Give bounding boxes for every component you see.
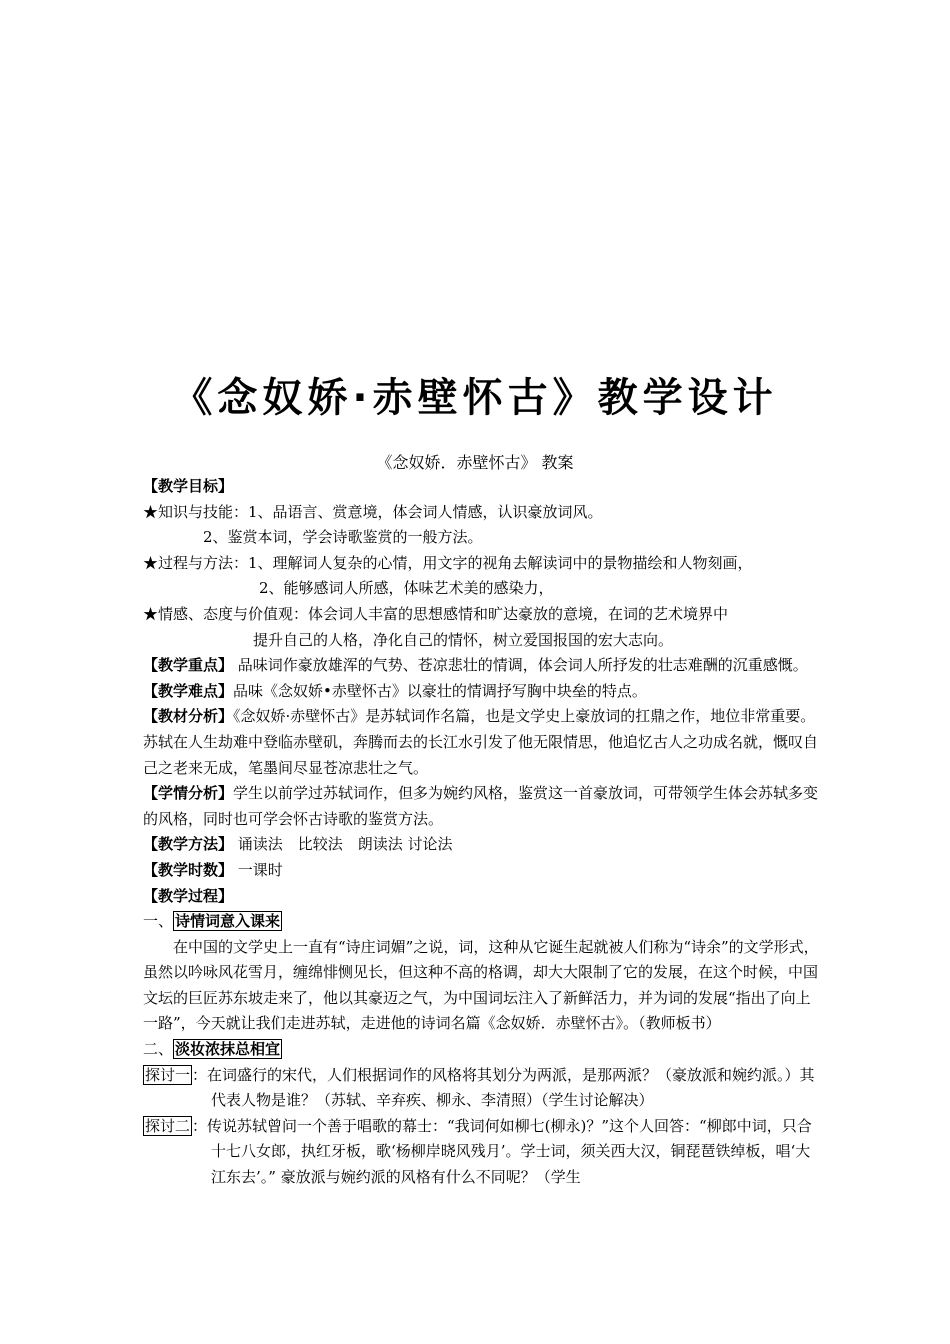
- material-text: 《念奴娇·赤壁怀古》是苏轼词作名篇，也是文学史上豪放词的扛鼎之作，地位非常重要。苏轼在人生劫难中登临赤壁矶，奔腾而去的长江水引发了他无限情思，他追忆古人之功成名就，慨叹自己之老来无成，笔墨间尽显苍凉悲壮之气。: [143, 707, 819, 777]
- objective-process-2: 2、能够感词人所感，体味艺术美的感染力，: [259, 579, 554, 598]
- discussion2-text: ：传说苏轼曾问一个善于唱歌的幕士：“我词何如柳七(柳永)？”这个人回答：“柳郎中词，只合十七八女郎，执红牙板，歌‘杨柳岸晓风残月’。学士词，须关西大汉，铜琵琶铁绰板，唱‘大江东去’。” 豪放派与婉约派的风格有什么不同呢？（学生: [192, 1116, 812, 1187]
- hours-paragraph: [143, 858, 819, 884]
- methods-paragraph: [143, 832, 819, 858]
- discussion2-label: 探讨二: [145, 1116, 191, 1135]
- methods-text: 诵读法 比较法 朗读法 讨论法: [233, 835, 453, 854]
- key-points-paragraph: [143, 653, 819, 679]
- step1-paragraph: 在中国的文学史上一直有“诗庄词媚”之说，词，这种从它诞生起就被人们称为“诗余”的文学形式，虽然以吟咏风花雪月，缠绵悱恻见长，但这种不高的格调，却大大限制了它的发展，在这个时候，中国文坛的巨匠苏东坡走来了，他以其豪迈之气，为中国词坛注入了新鲜活力，并为词的发展“指出了向上一路”，今天就让我们走进苏轼，走进他的诗词名篇《念奴娇．赤壁怀古》。（教师板书）: [143, 937, 819, 1033]
- step1-title: 诗情词意入课来: [175, 912, 281, 931]
- step2-title: 淡妆浓抹总相宜: [175, 1040, 281, 1059]
- difficulties-heading: 【教学难点】: [143, 681, 234, 700]
- material-paragraph: [143, 704, 819, 781]
- objective-process: ★过程与方法：1、理解词人复杂的心情，用文字的视角去解读词中的景物描绘和人物刻画，: [143, 553, 753, 572]
- step1-number: 一、: [143, 912, 174, 931]
- difficulties-text: 品味《念奴娇•赤壁怀古》以豪壮的情调抒写胸中块垒的特点。: [233, 681, 647, 700]
- key-points-heading: 【教学重点】: [143, 656, 234, 675]
- students-paragraph: [143, 781, 819, 832]
- process-heading: 【教学过程】: [143, 886, 234, 905]
- discussion1-text: ：在词盛行的宋代，人们根据词作的风格将其划分为两派，是那两派？（豪放派和婉约派。）其代表人物是谁？（苏轼、辛弃疾、柳永、李清照）（学生讨论解决）: [192, 1065, 815, 1110]
- hours-heading: 【教学时数】: [143, 860, 234, 879]
- objective-emotion: ★情感、态度与价值观：体会词人丰富的思想感情和旷达豪放的意境，在词的艺术境界中: [143, 604, 729, 623]
- step2-heading: [143, 1037, 819, 1063]
- step1-heading: [143, 909, 819, 935]
- students-text: 学生以前学过苏轼词作，但多为婉约风格，鉴赏这一首豪放词，可带领学生体会苏轼多变的风格，同时也可学会怀古诗歌的鉴赏方法。: [143, 784, 819, 828]
- discussion2-paragraph: [143, 1114, 819, 1191]
- document-subtitle: 《念奴娇．赤壁怀古》 教案: [376, 453, 574, 472]
- objectives-heading: 【教学目标】: [143, 477, 234, 495]
- document-title: 《念奴娇·赤壁怀古》教学设计: [172, 375, 778, 421]
- step2-number: 二、: [143, 1040, 174, 1059]
- discussion1-paragraph: [143, 1063, 819, 1114]
- document-body: [143, 474, 819, 1191]
- students-heading: 【学情分析】: [143, 784, 234, 803]
- difficulties-paragraph: [143, 679, 819, 705]
- objective-knowledge: ★知识与技能：1、品语言、赏意境，体会词人情感，认识豪放词风。: [143, 502, 603, 521]
- key-points-text: 品味词作豪放雄浑的气势、苍凉悲壮的情调，体会词人所抒发的壮志难酬的沉重感慨。: [233, 656, 808, 675]
- material-heading: 【教材分析】: [143, 707, 234, 726]
- hours-text: 一课时: [233, 860, 283, 879]
- methods-heading: 【教学方法】: [143, 835, 234, 854]
- discussion1-label: 探讨一: [145, 1065, 191, 1084]
- objective-knowledge-2: 2、鉴赏本词，学会诗歌鉴赏的一般方法。: [203, 528, 483, 547]
- objective-emotion-2: 提升自己的人格，净化自己的情怀，树立爱国报国的宏大志向。: [253, 630, 674, 649]
